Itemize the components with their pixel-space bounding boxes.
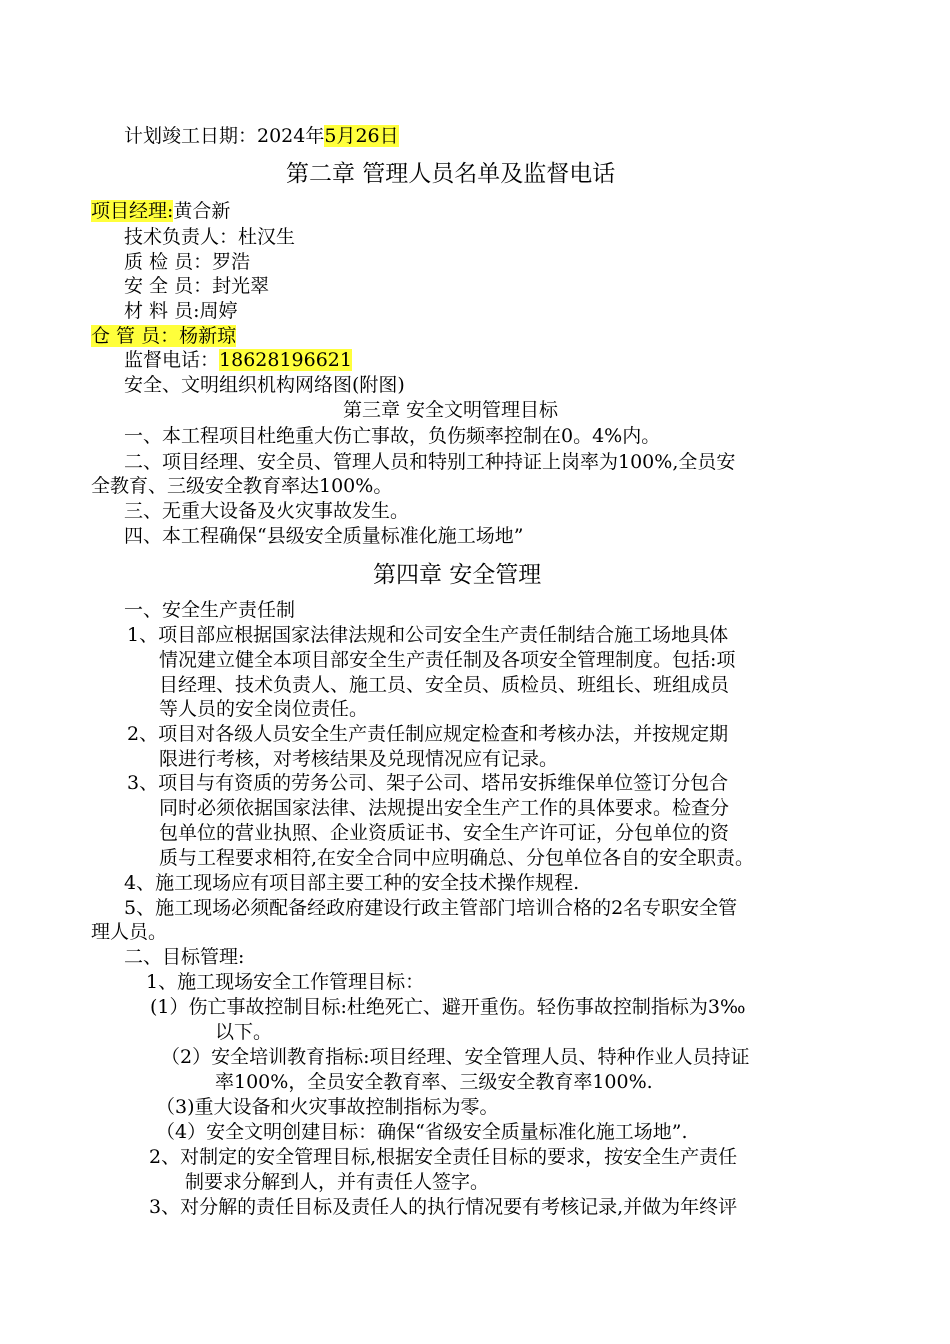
para-3-line-1: 3、项目与有资质的劳务公司、架子公司、塔吊安拆维保单位签订分包合 (127, 772, 729, 794)
para-1-line-4: 等人员的安全岗位责任。 (159, 698, 369, 720)
para-1-line-3: 目经理、技术负责人、施工员、安全员、质检员、班组长、班组成员 (159, 674, 730, 696)
network-chart-line: 安全、文明组织机构网络图(附图) (124, 374, 405, 396)
goal-3: 三、无重大设备及火灾事故发生。 (124, 500, 410, 522)
para-3-line-2: 同时必须依据国家法律、法规提出安全生产工作的具体要求。检查分 (159, 797, 730, 819)
pm-name: 黄合新 (173, 200, 231, 222)
completion-label: 计划竣工日期：2024年 (124, 125, 325, 147)
para-3-line-4: 质与工程要求相符,在安全合同中应明确总、分包单位各自的安全职责。 (159, 847, 755, 869)
material-officer-line: 材 料 员:周婷 (124, 300, 238, 322)
target-1: 1、施工现场安全工作管理目标： (146, 971, 425, 993)
phone-number: 18628196621 (219, 349, 352, 371)
tech-lead-line: 技术负责人：杜汉生 (124, 226, 296, 248)
completion-date-highlight: 5月26日 (324, 125, 399, 147)
para-5-line-1: 5、施工现场必须配备经政府建设行政主管部门培训合格的2名专职安全管 (124, 897, 738, 919)
para-2-line-2: 限进行考核，对考核结果及兑现情况应有记录。 (159, 748, 559, 770)
goal-1: 一、本工程项目杜绝重大伤亡事故，负伤频率控制在0。4%内。 (124, 425, 661, 447)
goal-4: 四、本工程确保“县级安全质量标准化施工场地” (124, 525, 524, 547)
pm-label: 项目经理: (91, 200, 174, 222)
para-1-line-2: 情况建立健全本项目部安全生产责任制及各项安全管理制度。包括:项 (159, 649, 736, 671)
project-manager-line (91, 199, 230, 223)
para-4: 4、施工现场应有项目部主要工种的安全技术操作规程. (124, 872, 580, 894)
target-1a-line-1: (1）伤亡事故控制目标:杜绝死亡、避开重伤。轻伤事故控制指标为3‰ (150, 996, 746, 1018)
qc-line: 质 检 员：罗浩 (124, 251, 251, 273)
target-1b-line-2: 率100%，全员安全教育率、三级安全教育率100%. (215, 1071, 653, 1093)
chapter4-title: 第四章 安全管理 (373, 562, 542, 588)
para-2-line-1: 2、项目对各级人员安全生产责任制应规定检查和考核办法，并按规定期 (127, 723, 729, 745)
para-3-line-3: 包单位的营业执照、企业资质证书、安全生产许可证，分包单位的资 (159, 822, 730, 844)
target-3: 3、对分解的责任目标及责任人的执行情况要有考核记录,并做为年终评 (149, 1196, 738, 1218)
target-2-line-1: 2、对制定的安全管理目标,根据安全责任目标的要求，按安全生产责任 (149, 1146, 738, 1168)
para-1-line-1: 1、项目部应根据国家法律法规和公司安全生产责任制结合施工场地具体 (127, 624, 729, 646)
target-1c: （3)重大设备和火灾事故控制指标为零。 (156, 1096, 499, 1118)
target-1a-line-2: 以下。 (215, 1021, 273, 1043)
goal-2-line-2: 全教育、三级安全教育率达100%。 (91, 475, 393, 497)
goal-2-line-1: 二、项目经理、安全员、管理人员和特别工种持证上岗率为100%,全员安 (124, 451, 736, 473)
warehouse-highlight: 仓 管 员：杨新琼 (91, 325, 237, 347)
target-1b-line-1: （2）安全培训教育指标:项目经理、安全管理人员、特种作业人员持证 (161, 1046, 750, 1068)
phone-label: 监督电话： (124, 349, 220, 371)
chapter3-title: 第三章 安全文明管理目标 (343, 399, 559, 421)
section-2-heading: 二、目标管理: (124, 946, 245, 968)
section-1-heading: 一、安全生产责任制 (124, 599, 296, 621)
safety-officer-line: 安 全 员：封光翠 (124, 275, 270, 297)
phone-line (124, 348, 352, 372)
warehouse-line (91, 324, 236, 348)
completion-date-line (124, 124, 399, 148)
target-1d: （4）安全文明创建目标：确保“省级安全质量标准化施工场地”. (156, 1121, 688, 1143)
chapter2-title: 第二章 管理人员名单及监督电话 (286, 161, 616, 187)
target-2-line-2: 制要求分解到人，并有责任人签字。 (185, 1171, 490, 1193)
para-5-line-2: 理人员。 (91, 921, 168, 943)
